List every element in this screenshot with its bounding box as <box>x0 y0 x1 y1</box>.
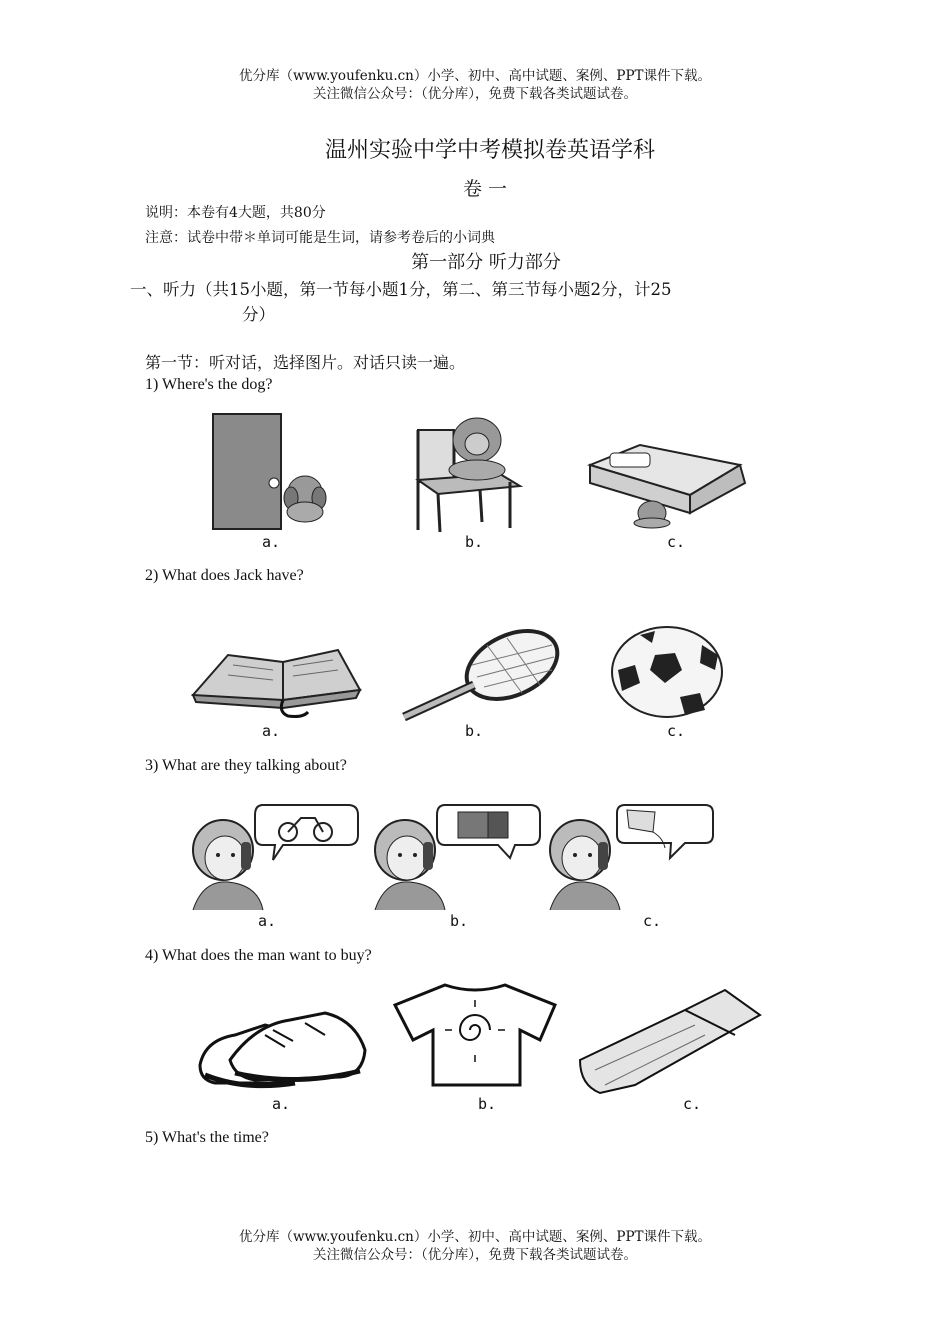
girl-phone-kite-image[interactable] <box>545 800 725 915</box>
option-1c: c. <box>667 533 686 551</box>
door-dog-image[interactable] <box>205 410 340 535</box>
option-3c: c. <box>643 912 662 930</box>
question-2: 2) What does Jack have? <box>145 567 304 584</box>
girl-phone-bag-image[interactable] <box>370 800 550 915</box>
section-heading: 一、听力（共15小题，第一节每小题1分，第二、第三节每小题2分，计25 <box>130 280 672 299</box>
header-line-2: 关注微信公众号：（优分库），免费下载各类试题试卷。 <box>313 86 637 102</box>
option-1b: b. <box>465 533 484 551</box>
option-1a: a. <box>262 533 281 551</box>
option-2c: c. <box>667 722 686 740</box>
option-3a: a. <box>258 912 277 930</box>
tennis-racket-image[interactable] <box>392 625 567 725</box>
question-4: 4) What does the man want to buy? <box>145 947 372 964</box>
paper-subtitle: 卷 一 <box>462 178 508 200</box>
option-3b: b. <box>450 912 469 930</box>
part-title: 第一部分 听力部分 <box>411 252 561 273</box>
instruction: 第一节：听对话，选择图片。对话只读一遍。 <box>145 353 466 372</box>
option-4a: a. <box>272 1095 291 1113</box>
bed-dog-image[interactable] <box>580 435 750 530</box>
chair-dog-image[interactable] <box>410 410 525 535</box>
sneakers-image[interactable] <box>195 1005 375 1095</box>
soccer-ball-image[interactable] <box>610 625 725 720</box>
header-line-1: 优分库（www.youfenku.cn）小学、初中、高中试题、案例、PPT课件下载。 <box>238 68 712 84</box>
option-4b: b. <box>478 1095 497 1113</box>
footer-line-2: 关注微信公众号：（优分库），免费下载各类试题试卷。 <box>313 1247 637 1263</box>
t-shirt-image[interactable] <box>385 975 565 1090</box>
trousers-image[interactable] <box>575 985 765 1095</box>
note-explanation: 说明：本卷有4大题，共80分 <box>145 205 326 221</box>
page-title: 温州实验中学中考模拟卷英语学科 <box>324 138 655 163</box>
question-5: 5) What's the time? <box>145 1129 269 1146</box>
book-image[interactable] <box>188 640 363 720</box>
footer-line-1: 优分库（www.youfenku.cn）小学、初中、高中试题、案例、PPT课件下载。 <box>238 1229 712 1245</box>
note-attention: 注意：试卷中带＊单词可能是生词，请参考卷后的小词典 <box>145 230 495 246</box>
question-3: 3) What are they talking about? <box>145 757 347 774</box>
option-2a: a. <box>262 722 281 740</box>
girl-phone-bicycle-image[interactable] <box>183 800 363 915</box>
option-4c: c. <box>683 1095 702 1113</box>
section-heading-cont: 分） <box>242 305 275 324</box>
option-2b: b. <box>465 722 484 740</box>
question-1: 1) Where's the dog? <box>145 376 273 393</box>
